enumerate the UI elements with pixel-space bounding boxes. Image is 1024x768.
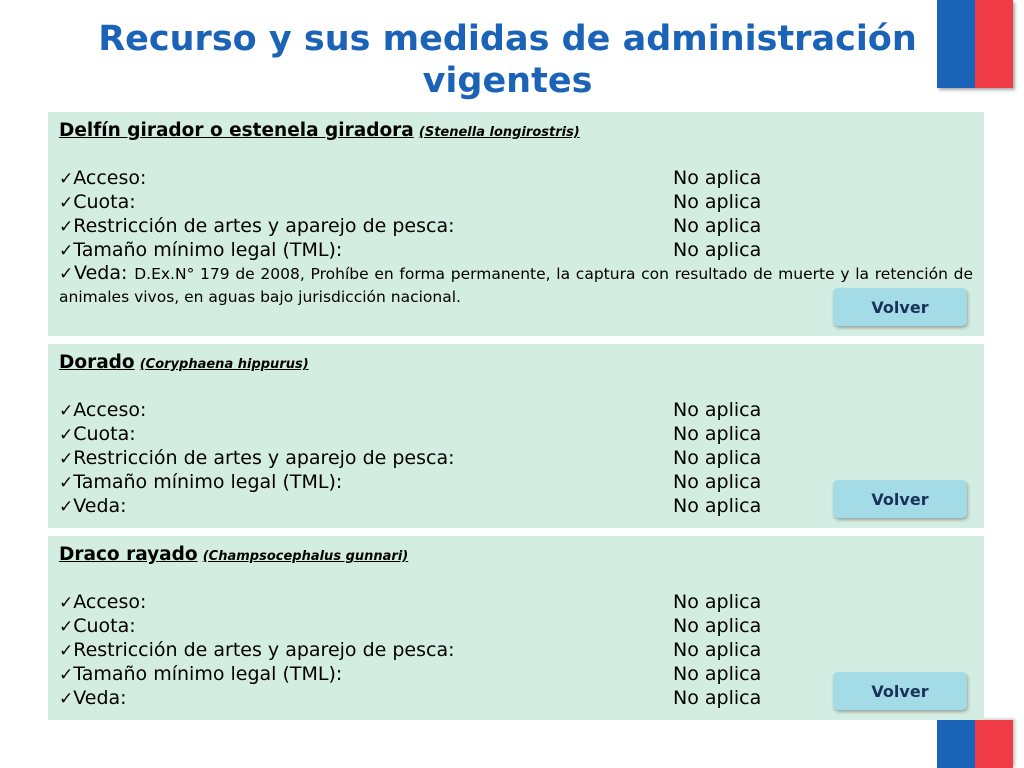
measure-label: Tamaño mínimo legal (TML): — [73, 239, 343, 261]
volver-button[interactable]: Volver — [833, 672, 967, 710]
species-heading — [59, 350, 973, 376]
measure-value: No aplica — [673, 495, 762, 517]
measure-value: No aplica — [673, 687, 762, 709]
measure-value: No aplica — [673, 239, 762, 261]
measure-row — [59, 638, 973, 662]
measure-row — [59, 446, 973, 470]
veda-label: Veda: — [74, 262, 128, 284]
measure-label: Veda: — [73, 687, 127, 709]
species-panel-draco — [48, 536, 984, 720]
measure-row — [59, 590, 973, 614]
species-name: Delfín girador o estenela giradora — [59, 120, 414, 141]
volver-button[interactable]: Volver — [833, 480, 967, 518]
species-heading — [59, 542, 973, 568]
species-panel-delfin — [48, 112, 984, 336]
slide-title: Recurso y sus medidas de administración vigentes — [98, 19, 917, 101]
species-scientific-name: (Stenella longirostris) — [418, 125, 580, 140]
checkmark-icon: ✓ — [59, 264, 75, 284]
measure-value: No aplica — [673, 447, 762, 469]
measure-row — [59, 614, 973, 638]
measure-value: No aplica — [673, 167, 762, 189]
species-panel-dorado — [48, 344, 984, 528]
checkmark-icon: ✓ — [59, 241, 74, 261]
species-scientific-name: (Coryphaena hippurus) — [139, 357, 309, 372]
species-scientific-name: (Champsocephalus gunnari) — [202, 549, 409, 564]
species-name: Dorado — [59, 352, 135, 373]
measure-label: Tamaño mínimo legal (TML): — [73, 471, 343, 493]
measure-label: Restricción de artes y aparejo de pesca: — [73, 639, 455, 661]
measure-label: Cuota: — [73, 615, 136, 637]
measure-label: Restricción de artes y aparejo de pesca: — [73, 215, 455, 237]
checkmark-icon: ✓ — [59, 689, 74, 709]
measure-label: Acceso: — [73, 591, 147, 613]
checkmark-icon: ✓ — [59, 641, 74, 661]
measure-label: Acceso: — [73, 399, 147, 421]
volver-button[interactable]: Volver — [833, 288, 967, 326]
checkmark-icon: ✓ — [59, 497, 74, 517]
checkmark-icon: ✓ — [59, 665, 74, 685]
measure-value: No aplica — [673, 639, 762, 661]
measure-label: Acceso: — [73, 167, 147, 189]
species-heading — [59, 118, 973, 144]
measure-label: Cuota: — [73, 423, 136, 445]
measure-value: No aplica — [673, 215, 762, 237]
measure-row — [59, 398, 973, 422]
measure-row — [59, 190, 973, 214]
measure-row — [59, 166, 973, 190]
veda-decree-text: D.Ex.N° 179 de 2008, Prohíbe en forma permanente, la captura con resultado de muerte y la retención de animales vivos, en aguas bajo jurisdicción nacional. — [59, 265, 973, 306]
chile-flag-stripe-top — [937, 0, 1013, 88]
measure-value: No aplica — [673, 591, 762, 613]
chile-flag-stripe-bottom — [937, 720, 1013, 768]
measure-value: No aplica — [673, 663, 762, 685]
checkmark-icon: ✓ — [59, 193, 74, 213]
measure-label: Veda: — [73, 495, 127, 517]
measure-row — [59, 422, 973, 446]
measure-row — [59, 238, 973, 262]
measure-row — [59, 214, 973, 238]
checkmark-icon: ✓ — [59, 593, 74, 613]
measure-value: No aplica — [673, 423, 762, 445]
checkmark-icon: ✓ — [59, 449, 74, 469]
measure-value: No aplica — [673, 399, 762, 421]
measure-label: Restricción de artes y aparejo de pesca: — [73, 447, 455, 469]
measure-value: No aplica — [673, 471, 762, 493]
checkmark-icon: ✓ — [59, 425, 74, 445]
measure-value: No aplica — [673, 615, 762, 637]
checkmark-icon: ✓ — [59, 401, 74, 421]
checkmark-icon: ✓ — [59, 169, 74, 189]
species-name: Draco rayado — [59, 544, 198, 565]
measure-value: No aplica — [673, 191, 762, 213]
checkmark-icon: ✓ — [59, 617, 74, 637]
checkmark-icon: ✓ — [59, 217, 74, 237]
measure-label: Tamaño mínimo legal (TML): — [73, 663, 343, 685]
checkmark-icon: ✓ — [59, 473, 74, 493]
measure-label: Cuota: — [73, 191, 136, 213]
